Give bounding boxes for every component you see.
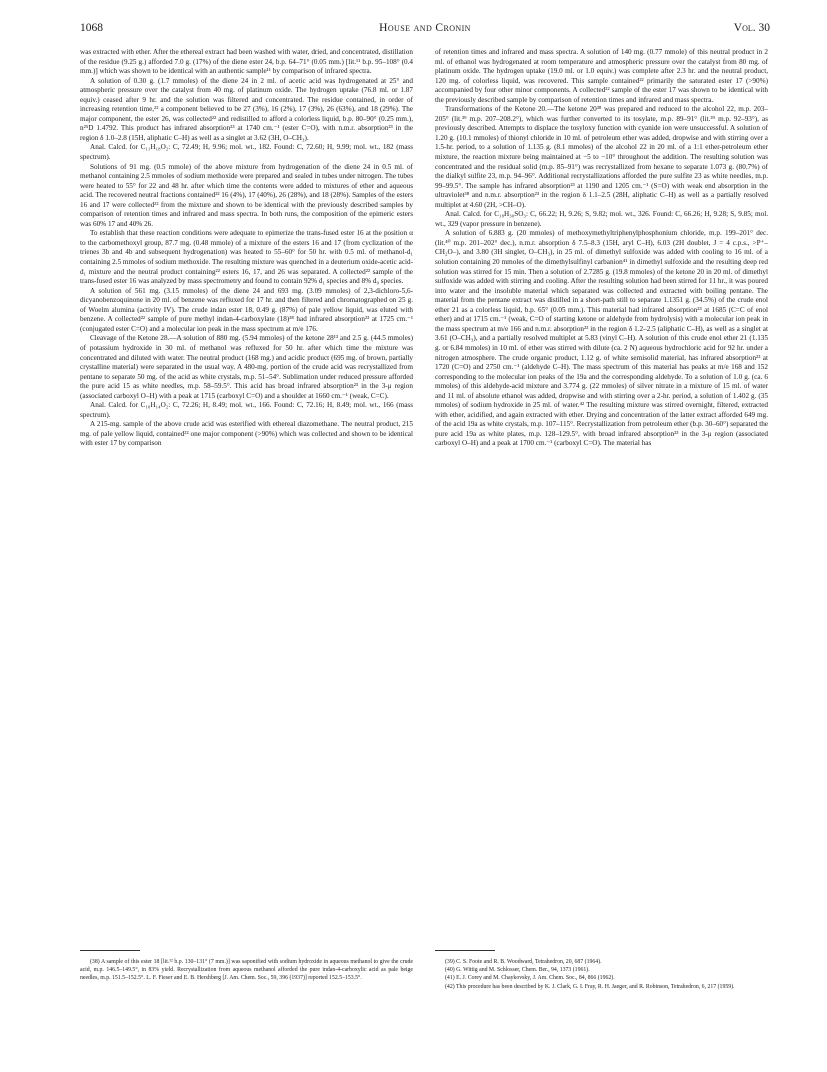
- paragraph: Cleavage of the Ketone 28.—A solution of 880 mg. (5.94 mmoles) of the ketone 28¹³ and 2.5 g. (44.5 mmoles) of potassium hydroxide in 30 ml. of methanol was refluxed for 50 hr. after which time the mixture was concentrated and diluted with water. The neutral product (168 mg.) and acidic product (695 mg. of brown, partially crystalline material) were separated in the usual way. A 480-mg. portion of the crude acid was recrystallized from pentane to separate 50 mg. of the acid as white crystals, m.p. 51–54°. Sublimation under reduced pressure afforded the pure acid 15 as white needles, m.p. 58–59.5°. This acid has broad infrared absorption²³ in the 3-μ region (associated carboxyl O–H) with a peak at 1715 (carboxyl C=O) and a shoulder at 1660 cm.⁻¹ (weak, C=C).: [80, 334, 413, 400]
- paragraph: Solutions of 91 mg. (0.5 mmole) of the above mixture from hydrogenation of the diene 24 in 0.5 ml. of methanol containing 2.5 mmoles of sodium methoxide were prepared and sealed in tubes under nitrogen. The tubes were heated to 55° for 22 and 48 hr. after which time the contents were added to mixtures of ether and aqueous acid. The recovered neutral fractions contained²² 16 (4%), 17 (40%), 26 (28%), and 18 (28%). Samples of the esters 16 and 17 were collected²² from the mixture and shown to be identical with the previously described samples by comparison of retention times and infrared and mass spectra. In both runs, the composition of the epimeric esters was 60% 17 and 40% 26.: [80, 162, 413, 228]
- footnote: (41) E. J. Corey and M. Chaykovsky, J. Am. Chem. Soc., 84, 866 (1962).: [445, 975, 615, 982]
- paragraph: was extracted with ether. After the ethereal extract had been washed with water, dried, and concentrated, distillation of the residue (9.25 g.) afforded 7.0 g. (17%) of the diene ester 24, b.p. 64–71° (0.05 mm.) [lit.¹¹ b.p. 95–108° (0.4 mm.)] which was shown to be identical with an authentic sample¹¹ by comparison of infrared spectra.: [80, 48, 413, 76]
- footnote: (42) This procedure has been described by K. J. Clark, G. I. Fray, R. H. Jaeger, and R. Robinson, Tetrahedron, 6, 217 (1959).: [445, 983, 735, 990]
- paragraph: A 215-mg. sample of the above crude acid was esterified with ethereal diazomethane. The neutral product, 215 mg. of pale yellow liquid, contained²² one major component (>90%) which was collected and shown to be identical with ester 17 by comparison: [80, 420, 413, 448]
- running-header: [80, 22, 770, 38]
- footnote-rule-right: [435, 950, 495, 951]
- paragraph: Anal. Calcd. for C₁₈H₃₀SO₃: C, 66.22; H, 9.26; S, 9.82; mol. wt., 326. Found: C, 66.26; H, 9.28; S, 9.85; mol. wt., 329 (vapor pressure in benzene).: [435, 210, 768, 228]
- page-number: 1068: [80, 22, 103, 34]
- footnotes-right: [435, 958, 768, 1022]
- paragraph: A solution of 561 mg. (3.15 mmoles) of the diene 24 and 693 mg. (3.09 mmoles) of 2,3-dichloro-5,6-dicyanobenzoquinone in 20 ml. of benzene was refluxed for 17 hr. and then filtered and chromatographed on 25 g. of Woelm alumina (activity IV). The crude indan ester 18, 0.49 g. (87%) of pale yellow liquid, was eluted with benzene. A collected²² sample of pure methyl indan-4-carboxylate (18)³⁸ had infrared absorption²³ at 1725 cm.⁻¹ (conjugated ester C=O) and a molecular ion peak in the mass spectrum at m/e 176.: [80, 286, 413, 333]
- footnote-rule-left: [80, 950, 140, 951]
- volume-label: Vol. 30: [733, 22, 770, 34]
- footnote: (39) C. S. Foote and R. B. Woodward, Tetrahedron, 20, 687 (1964).: [445, 959, 602, 965]
- paragraph: Anal. Calcd. for C₁₁H₁₈O₂: C, 72.49; H, 9.96; mol. wt., 182. Found: C, 72.60; H, 9.99; mol. wt., 182 (mass spectrum).: [80, 143, 413, 162]
- right-column: [435, 48, 768, 993]
- paragraph: A solution of 6.883 g. (20 mmoles) of methoxymethyltriphenylphosphonium chloride, m.p. 199–201° dec. (lit.⁴⁰ m.p. 201–202° dec.), n.m.r. absorption δ 7.5–8.3 (15H, aryl C–H), 6.03 (2H doublet, J = 4 c.p.s., >P⁺–CH₂O–), and 3.80 (3H singlet, O–CH₃), in 25 ml. of dimethyl sulfoxide was added with cooling to 16 ml. of a solution containing 20 mmoles of the dimethylsulfinyl carbanion⁴¹ in dimethyl sulfoxide and the resulting deep red solution was stirred for 15 min. Then a solution of 2.7285 g. (19.8 mmoles) of the ketone 20 in 20 ml. of dimethyl sulfoxide was added with stirring and cooling. After the resulting solution had been stirred for 11 hr., it was poured into water and the insoluble material which separated was collected and extracted with boiling pentane. The material from the pentane extract was distilled in a short-path still to separate 1.1351 g. (34.5%) of the crude enol ether 21 as a colorless liquid, b.p. 65° (0.05 mm.). This material had infrared absorption²³ at 1685 (C=C of enol ether) and at 1715 cm.⁻¹ (weak, C=O of starting ketone or aldehyde from hydrolysis) with a molecular ion peak in the mass spectrum at m/e 166 and n.m.r. absorption²³ in the region δ 1.2–2.5 (aliphatic C–H), as well as a singlet at 3.61 (O–CH₃), and a partially resolved multiplet at 5.83 (vinyl C–H). A solution of this crude enol ether 21 (1.135 g. or 6.84 mmoles) in 10 ml. of ether was stirred with dilute (ca. 2 N) aqueous hydrochloric acid for 92 hr. under a nitrogen atmosphere. The crude organic product, 1.12 g. of white semisolid material, has infrared absorption²³ at 1720 (C=O) and 2750 cm.⁻¹ (aldehyde C–H). The mass spectrum of this material has peaks at m/e 168 and 152 corresponding to the molecular ion peaks of the 19a and the corresponding aldehyde. To a solution of 1.0 g. (ca. 6 mmoles) of this aldehyde-acid mixture and 3.774 g. (22 mmoles) of silver nitrate in a mixture of 15 ml. of water and 11 ml. of absolute ethanol was added, dropwise and with stirring over a 2-hr. period, a solution of 1.402 g. (35 mmoles) of sodium hydroxide in 25 ml. of water.⁴² The resulting mixture was stirred overnight, filtered, extracted with ether, acidified, and again extracted with ether. Drying and concentration of the latter extract afforded 649 mg. of the acid 19a as white crystals, m.p. 107–115°. Recrystallization from petroleum ether (b.p. 30–60°) separated the pure acid 19a as white plates, m.p. 128–129.5°, with broad infrared absorption²³ in the 3-μ region (associated carboxyl O–H) and a peak at 1700 cm.⁻¹ (carboxyl C=O). The material has: [435, 229, 768, 448]
- paragraph: To establish that these reaction conditions were adequate to epimerize the trans-fused ester 16 at the position α to the carbomethoxyl group, 87.7 mg. (0.48 mmole) of a mixture of the esters 16 and 17 (from cyclization of the trienes 3b and 4b and subsequent hydrogenation) was heated to 55–60° for 50 hr. with 0.5 ml. of methanol-d₁ containing 2.5 mmoles of sodium methoxide. The resulting mixture was quenched in a deuterium oxide-acetic acid-d₁ mixture and the neutral product containing²² esters 16, 17, and 26 was separated. A collected²² sample of the trans-fused ester 16 was analyzed by mass spectrometry and found to contain 92% d₁ species and 8% d₀ species.: [80, 229, 413, 286]
- paragraph: Anal. Calcd. for C₁₀H₁₄O₂: C, 72.26; H, 8.49; mol. wt., 166. Found: C, 72.16; H, 8.49; mol. wt., 166 (mass spectrum).: [80, 401, 413, 419]
- left-column: [80, 48, 413, 938]
- running-title: House and Cronin: [379, 22, 471, 34]
- footnotes-left: [80, 958, 413, 1022]
- paragraph: A solution of 0.30 g. (1.7 mmoles) of the diene 24 in 2 ml. of acetic acid was hydrogenated at 25° and atmospheric pressure over the catalyst from 40 mg. of platinum oxide. The hydrogen uptake (76.8 ml. or 1.87 equiv.) ceased after 9 hr. and the solution was filtered and concentrated. The residue contained, in order of increasing retention time,²² a component believed to be 27 (3%), 16 (2%), 17 (3%), 26 (63%), and 18 (29%). The major component, the ester 26, was collected²² and redistilled to afford a colorless liquid, b.p. 80–90° (0.25 mm.), n²⁵D 1.4792. This product has infrared absorption²³ at 1740 cm.⁻¹ (ester C=O), with n.m.r. absorption²³ in the region δ 1.0–2.8 (15H, aliphatic C–H) as well as a singlet at 3.62 (3H, O–CH₃).: [80, 76, 413, 142]
- paragraph: Transformations of the Ketone 20.—The ketone 20³⁸ was prepared and reduced to the alcohol 22, m.p. 203–205° (lit.³⁹ m.p. 207–208.2°), which was further converted to its tosylate, m.p. 89–91° (lit.³⁹ m.p. 92–93°), as previously described. Attempts to displace the tosyloxy function with cyanide ion were unsuccessful. A solution of 1.20 g. (10.1 mmoles) of thionyl chloride in 10 ml. of petroleum ether was added, dropwise and with stirring over a 1.5-hr. period, to a solution of 1.135 g. (8.1 mmoles) of the alcohol 22 in 20 ml. of a 1:1 ether-petroleum ether mixture, the reaction mixture being maintained at −5 to −10° throughout the addition. The resulting solution was concentrated and the residual solid (m.p. 85–91°) was recrystallized from hexane to separate 1.073 g. (80.7%) of the dialkyl sulfite 23, m.p. 94–96°. Additional recrystallizations afforded the pure sulfite 23 as white needles, m.p. 99–99.5°. The sample has infrared absorption²³ at 1190 and 1205 cm.⁻¹ (S=O) with weak end absorption in the ultraviolet³⁸ and n.m.r. absorption²³ in the region δ 1.1–2.5 (28H, aliphatic C–H) as well as a partially resolved multiplet at 4.60 (2H, >CH–O).: [435, 105, 768, 209]
- footnote: (38) A sample of this ester 18 [lit.¹² b.p. 130–131° (7 mm.)] was saponified with sodium hydroxide in aqueous methanol to give the crude acid, m.p. 146.5–149.5°, in 83% yield. Recrystallization from aqueous methanol afforded the pure indan-4-carboxylic acid as pale beige needles, m.p. 151.5–152.5°. L. F. Fieser and E. B. Hershberg [J. Am. Chem. Soc., 59, 396 (1937)] reported 152.5–153.5°.: [80, 959, 413, 982]
- paragraph: of retention times and infrared and mass spectra. A solution of 140 mg. (0.77 mmole) of this neutral product in 2 ml. of ethanol was hydrogenated at room temperature and atmospheric pressure over the catalyst from 80 mg. of platinum oxide. The hydrogen uptake (19.0 ml. or 1.0 equiv.) was complete after 2.3 hr. and the neutral product, 120 mg. of colorless liquid, was recovered. This sample contained²² primarily the saturated ester 17 (>90%) accompanied by four other minor components. A collected²² sample of the ester 17 was shown to be identical with the previously described sample by comparison of retention times and infrared and mass spectra.: [435, 48, 768, 104]
- footnote: (40) G. Wittig and M. Schlosser, Chem. Ber., 94, 1373 (1961).: [445, 967, 590, 974]
